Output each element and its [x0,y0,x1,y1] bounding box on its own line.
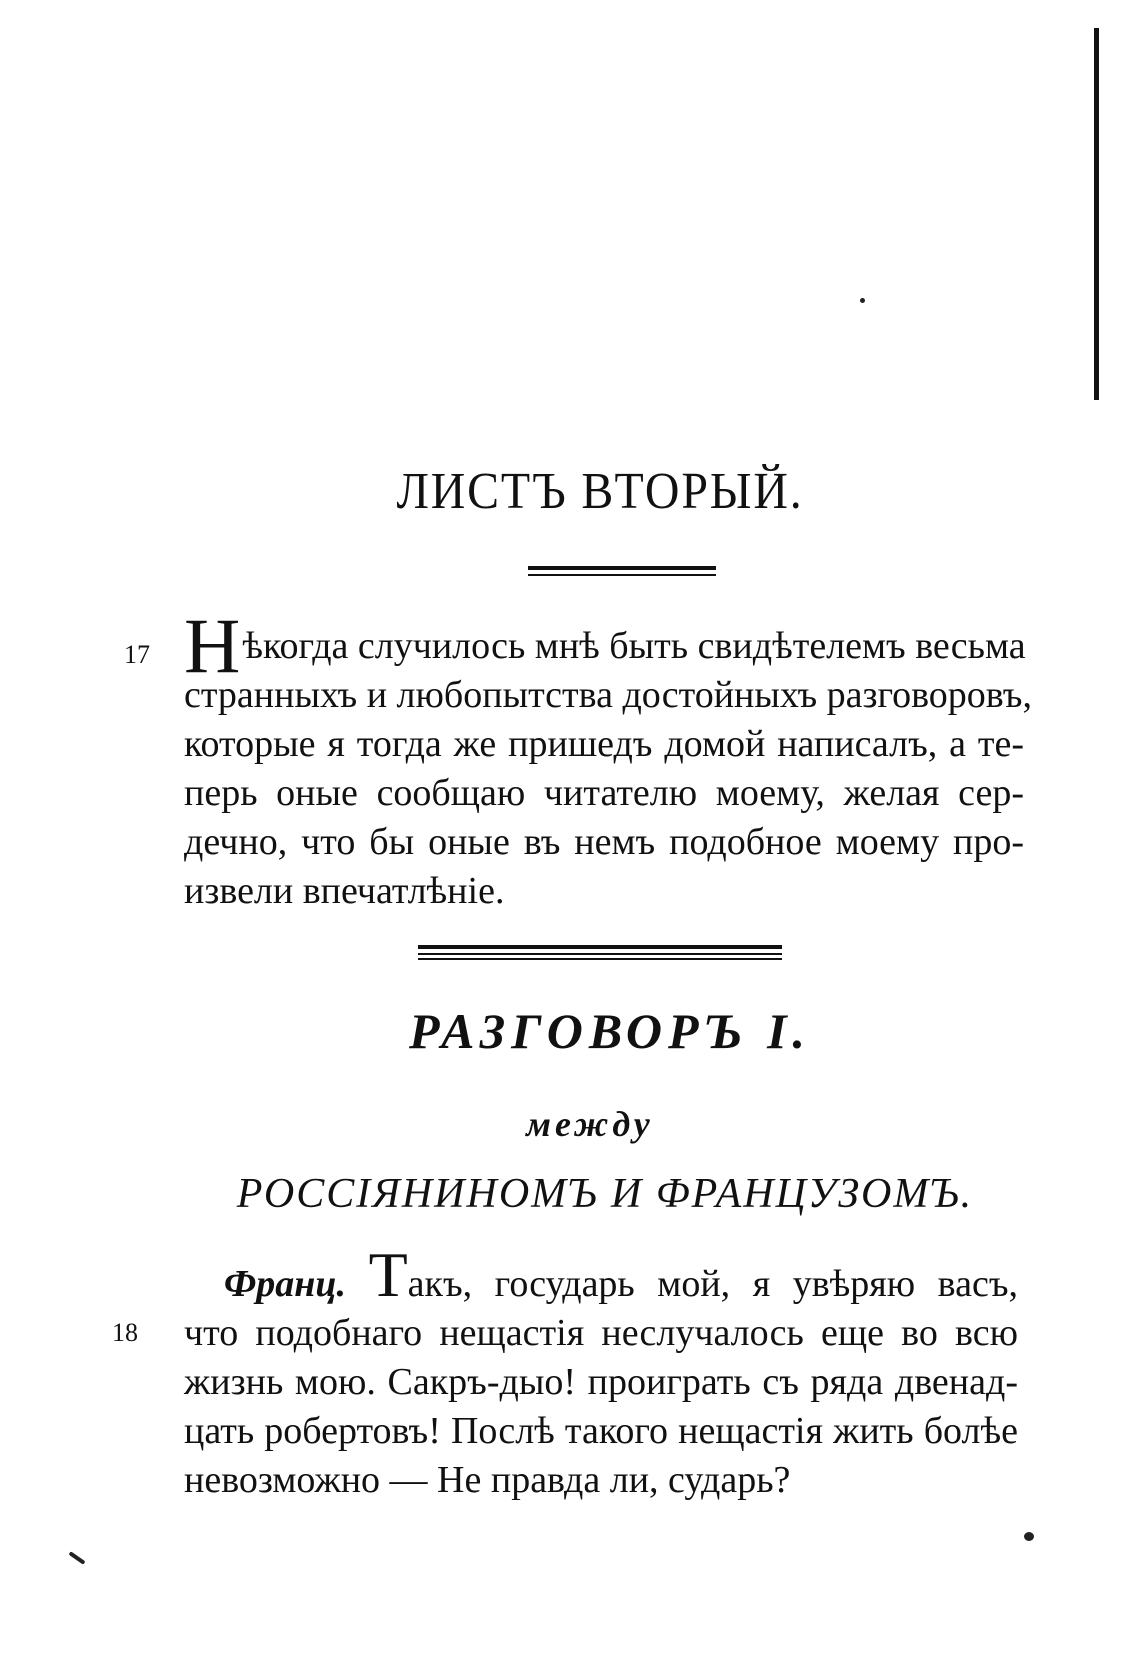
text-line: которые я тогда же пришедъ домой написалъ, а те- [184,723,1024,765]
text-line: цать робертовъ! Послѣ такого нещастія жить болѣе [184,1410,1018,1452]
parties-heading: РОССІЯНИНОМЪ И ФРАНЦУЗОМЪ. [236,1171,974,1217]
title-rule [528,566,716,570]
text-line: извели впечатлѣніе. [184,870,505,912]
ink-speck [860,298,865,303]
conversation-heading: РАЗГОВОРЪ I. [408,1003,812,1059]
page-title: ЛИСТЪ ВТОРЫЙ. [396,463,804,520]
text-line: невозможно — Не правда ли, сударь? [184,1459,791,1501]
text-line: странныхъ и любопытства достойныхъ разговоровъ, [184,674,1032,716]
text-line: жизнь мою. Сакръ-дыо! проиграть съ ряда двенад- [184,1361,1018,1403]
page-edge-line [1094,28,1099,400]
intro-paragraph [184,602,1032,916]
title-rule-thin [528,574,716,576]
text-line: перь оные сообщаю читателю моему, желая сер- [184,772,1024,814]
section-rule [418,945,782,949]
drop-cap: Т [368,1239,408,1310]
line-number: 17 [124,640,150,669]
speaker-label: Франц. [224,1263,347,1305]
text-line: ѣкогда случилось мнѣ быть свидѣтелемъ весьма [242,625,1026,667]
text-line: что подобнаго нещастія неслучалось еще во всю [184,1312,1018,1354]
section-rule-thin [418,953,782,955]
dialogue-paragraph [184,1239,1018,1505]
text-line: акъ, государь мой, я увѣряю васъ, [407,1263,1018,1305]
ink-speck [1024,1532,1034,1541]
section-rule-thin [418,958,782,960]
ink-speck [68,1551,85,1565]
line-number: 18 [112,1318,138,1347]
between-label: между [526,1104,654,1144]
drop-cap: Н [184,602,241,689]
text-line: дечно, что бы оные въ немъ подобное моему про- [184,821,1024,863]
